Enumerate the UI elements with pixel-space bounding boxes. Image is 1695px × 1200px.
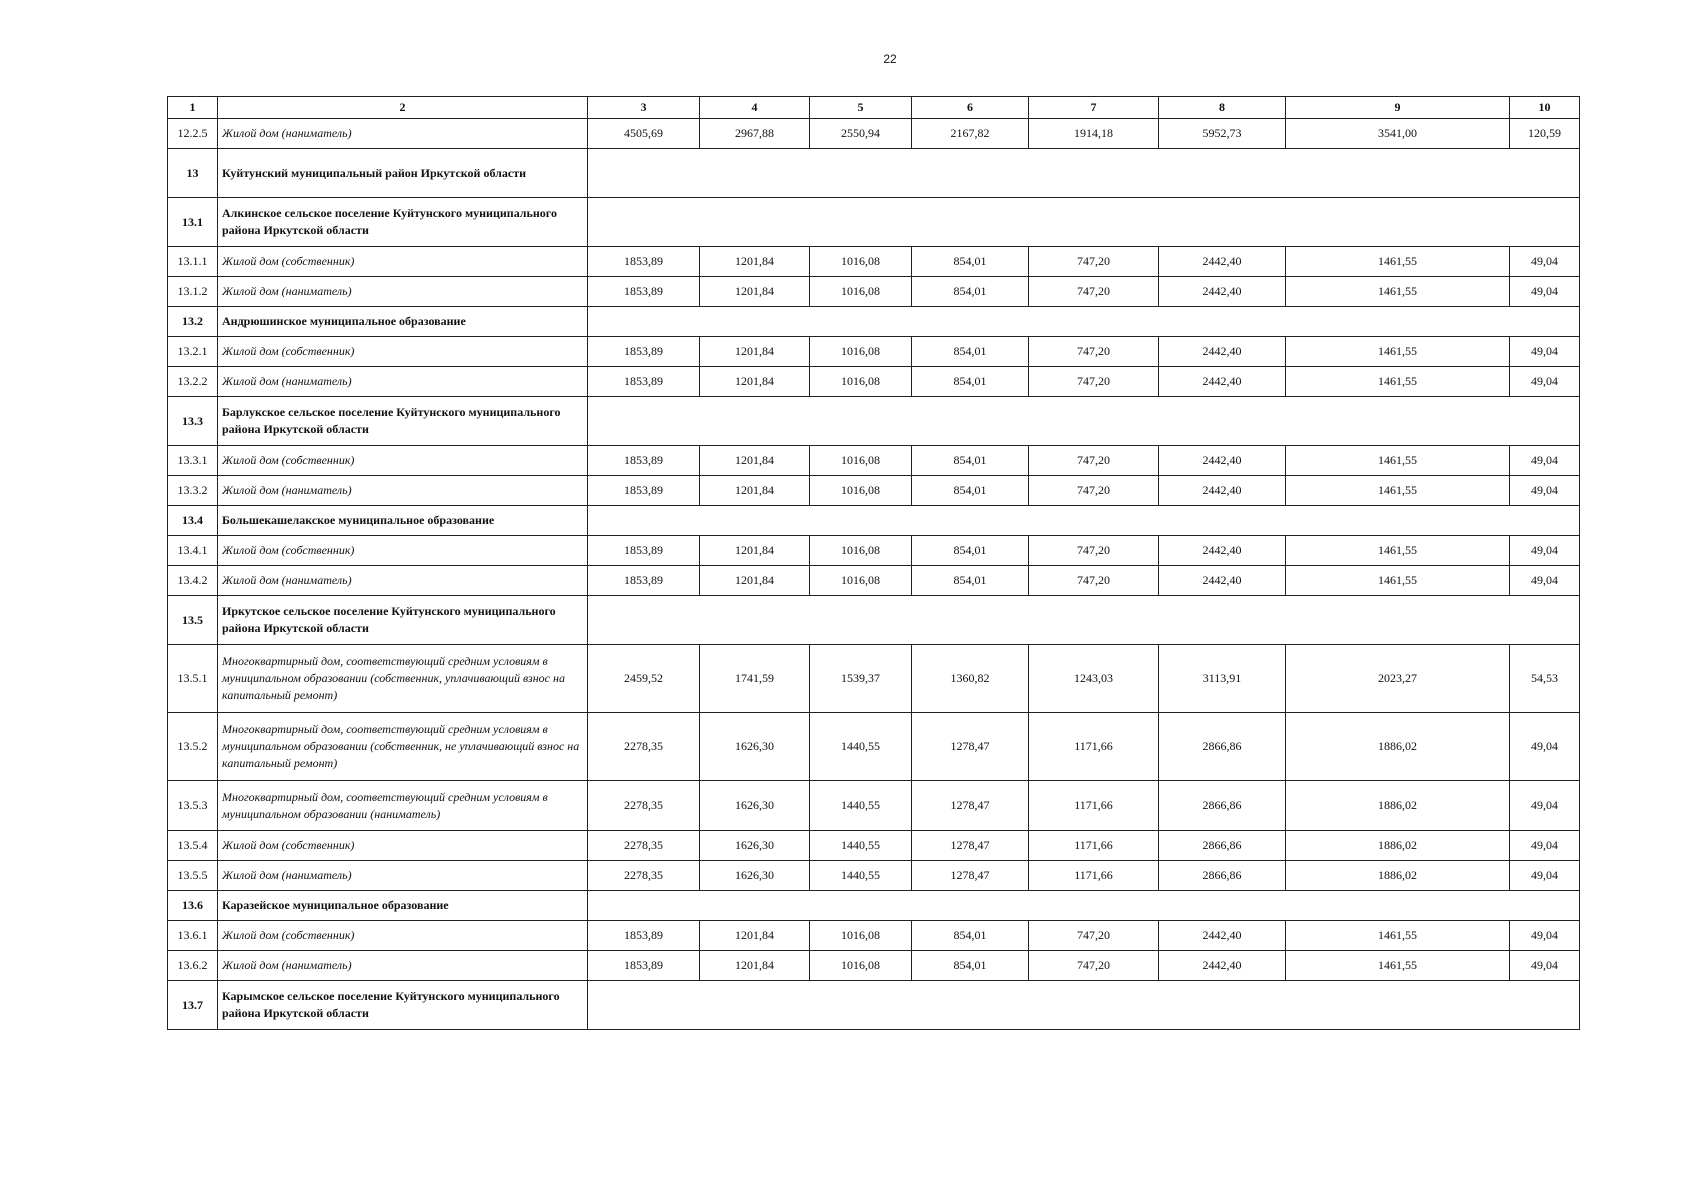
value-cell: 1201,84 (700, 566, 810, 596)
table-row (168, 247, 1580, 277)
value-cell: 1440,55 (810, 831, 912, 861)
value-cell: 1886,02 (1286, 713, 1510, 781)
value-cell: 1016,08 (810, 566, 912, 596)
row-name: Куйтунский муниципальный район Иркутской области (218, 149, 588, 198)
value-cell: 747,20 (1029, 277, 1159, 307)
value-cell: 49,04 (1510, 951, 1580, 981)
value-cell: 2866,86 (1159, 861, 1286, 891)
value-cell: 1539,37 (810, 645, 912, 713)
table-row (168, 645, 1580, 713)
row-code: 13.5.1 (168, 645, 218, 713)
value-cell: 1914,18 (1029, 119, 1159, 149)
value-cell: 1201,84 (700, 476, 810, 506)
row-code: 13.5.2 (168, 713, 218, 781)
value-cell: 1626,30 (700, 861, 810, 891)
value-cell: 2442,40 (1159, 921, 1286, 951)
value-cell: 1016,08 (810, 277, 912, 307)
subgroup-header-row (168, 506, 1580, 536)
row-code: 13.1.2 (168, 277, 218, 307)
value-cell: 1461,55 (1286, 951, 1510, 981)
value-cell: 49,04 (1510, 247, 1580, 277)
value-cell: 747,20 (1029, 536, 1159, 566)
value-cell: 854,01 (912, 367, 1029, 397)
value-cell: 854,01 (912, 536, 1029, 566)
subgroup-header-row (168, 891, 1580, 921)
value-cell: 120,59 (1510, 119, 1580, 149)
subgroup-header-row (168, 307, 1580, 337)
empty-span-cell (588, 981, 1580, 1030)
row-name: Андрюшинское муниципальное образование (218, 307, 588, 337)
value-cell: 49,04 (1510, 367, 1580, 397)
tariff-table (167, 96, 1580, 1030)
table-row (168, 951, 1580, 981)
row-code: 13.6.1 (168, 921, 218, 951)
row-code: 13.2 (168, 307, 218, 337)
value-cell: 747,20 (1029, 951, 1159, 981)
value-cell: 2442,40 (1159, 337, 1286, 367)
row-name: Большекашелакское муниципальное образование (218, 506, 588, 536)
table-row (168, 566, 1580, 596)
value-cell: 1201,84 (700, 446, 810, 476)
value-cell: 1360,82 (912, 645, 1029, 713)
row-code: 13.2.2 (168, 367, 218, 397)
value-cell: 1853,89 (588, 536, 700, 566)
value-cell: 854,01 (912, 337, 1029, 367)
row-name: Жилой дом (наниматель) (218, 951, 588, 981)
column-header: 8 (1159, 97, 1286, 119)
row-code: 13.5 (168, 596, 218, 645)
row-name: Жилой дом (наниматель) (218, 476, 588, 506)
row-code: 13.4.1 (168, 536, 218, 566)
value-cell: 747,20 (1029, 476, 1159, 506)
value-cell: 49,04 (1510, 921, 1580, 951)
value-cell: 1201,84 (700, 277, 810, 307)
empty-span-cell (588, 397, 1580, 446)
column-header-row (168, 97, 1580, 119)
value-cell: 1171,66 (1029, 861, 1159, 891)
column-header: 2 (218, 97, 588, 119)
value-cell: 49,04 (1510, 536, 1580, 566)
empty-span-cell (588, 891, 1580, 921)
value-cell: 1626,30 (700, 831, 810, 861)
value-cell: 1741,59 (700, 645, 810, 713)
value-cell: 1461,55 (1286, 277, 1510, 307)
empty-span-cell (588, 596, 1580, 645)
row-code: 13.3.1 (168, 446, 218, 476)
value-cell: 1853,89 (588, 566, 700, 596)
value-cell: 5952,73 (1159, 119, 1286, 149)
value-cell: 2550,94 (810, 119, 912, 149)
row-code: 13.1.1 (168, 247, 218, 277)
value-cell: 1440,55 (810, 781, 912, 831)
table-row (168, 713, 1580, 781)
column-header: 7 (1029, 97, 1159, 119)
value-cell: 747,20 (1029, 247, 1159, 277)
value-cell: 49,04 (1510, 713, 1580, 781)
column-header: 9 (1286, 97, 1510, 119)
value-cell: 1201,84 (700, 247, 810, 277)
value-cell: 1016,08 (810, 446, 912, 476)
value-cell: 2866,86 (1159, 831, 1286, 861)
value-cell: 1853,89 (588, 921, 700, 951)
value-cell: 1278,47 (912, 781, 1029, 831)
value-cell: 854,01 (912, 277, 1029, 307)
value-cell: 1886,02 (1286, 831, 1510, 861)
value-cell: 2442,40 (1159, 277, 1286, 307)
value-cell: 49,04 (1510, 831, 1580, 861)
value-cell: 747,20 (1029, 921, 1159, 951)
row-code: 13.3 (168, 397, 218, 446)
column-header: 5 (810, 97, 912, 119)
group-header-row (168, 149, 1580, 198)
value-cell: 1171,66 (1029, 781, 1159, 831)
value-cell: 2278,35 (588, 831, 700, 861)
row-name: Жилой дом (собственник) (218, 446, 588, 476)
empty-span-cell (588, 149, 1580, 198)
value-cell: 1461,55 (1286, 446, 1510, 476)
value-cell: 2278,35 (588, 861, 700, 891)
value-cell: 54,53 (1510, 645, 1580, 713)
value-cell: 1886,02 (1286, 861, 1510, 891)
row-code: 13.4.2 (168, 566, 218, 596)
subgroup-header-row (168, 981, 1580, 1030)
value-cell: 3113,91 (1159, 645, 1286, 713)
value-cell: 1016,08 (810, 337, 912, 367)
row-code: 13.2.1 (168, 337, 218, 367)
value-cell: 2442,40 (1159, 247, 1286, 277)
subgroup-header-row (168, 596, 1580, 645)
value-cell: 1201,84 (700, 951, 810, 981)
table-row (168, 337, 1580, 367)
row-code: 13.7 (168, 981, 218, 1030)
value-cell: 49,04 (1510, 446, 1580, 476)
row-name: Жилой дом (собственник) (218, 921, 588, 951)
value-cell: 2442,40 (1159, 446, 1286, 476)
row-name: Жилой дом (собственник) (218, 536, 588, 566)
row-code: 13 (168, 149, 218, 198)
value-cell: 1853,89 (588, 337, 700, 367)
table-row (168, 921, 1580, 951)
row-code: 13.5.5 (168, 861, 218, 891)
row-name: Жилой дом (собственник) (218, 337, 588, 367)
value-cell: 2442,40 (1159, 951, 1286, 981)
value-cell: 747,20 (1029, 367, 1159, 397)
row-name: Алкинское сельское поселение Куйтунского муниципального района Иркутской области (218, 198, 588, 247)
table-row (168, 277, 1580, 307)
value-cell: 1853,89 (588, 367, 700, 397)
value-cell: 4505,69 (588, 119, 700, 149)
row-code: 13.5.3 (168, 781, 218, 831)
value-cell: 854,01 (912, 566, 1029, 596)
table-row (168, 446, 1580, 476)
value-cell: 2442,40 (1159, 536, 1286, 566)
table-row (168, 367, 1580, 397)
value-cell: 1016,08 (810, 476, 912, 506)
value-cell: 49,04 (1510, 861, 1580, 891)
value-cell: 1201,84 (700, 536, 810, 566)
value-cell: 1461,55 (1286, 367, 1510, 397)
value-cell: 49,04 (1510, 566, 1580, 596)
empty-span-cell (588, 198, 1580, 247)
value-cell: 2866,86 (1159, 713, 1286, 781)
value-cell: 1016,08 (810, 536, 912, 566)
value-cell: 1853,89 (588, 951, 700, 981)
value-cell: 1626,30 (700, 713, 810, 781)
value-cell: 1278,47 (912, 713, 1029, 781)
value-cell: 1278,47 (912, 861, 1029, 891)
row-name: Жилой дом (наниматель) (218, 367, 588, 397)
row-code: 13.3.2 (168, 476, 218, 506)
empty-span-cell (588, 307, 1580, 337)
row-name: Каразейское муниципальное образование (218, 891, 588, 921)
value-cell: 1201,84 (700, 337, 810, 367)
column-header: 1 (168, 97, 218, 119)
row-code: 12.2.5 (168, 119, 218, 149)
row-code: 13.6.2 (168, 951, 218, 981)
table-row (168, 781, 1580, 831)
table-row (168, 119, 1580, 149)
value-cell: 747,20 (1029, 446, 1159, 476)
value-cell: 1243,03 (1029, 645, 1159, 713)
value-cell: 747,20 (1029, 566, 1159, 596)
value-cell: 1853,89 (588, 247, 700, 277)
value-cell: 747,20 (1029, 337, 1159, 367)
table-row (168, 476, 1580, 506)
row-name: Барлукское сельское поселение Куйтунского муниципального района Иркутской области (218, 397, 588, 446)
value-cell: 854,01 (912, 247, 1029, 277)
value-cell: 1440,55 (810, 861, 912, 891)
value-cell: 49,04 (1510, 277, 1580, 307)
value-cell: 854,01 (912, 446, 1029, 476)
table-row (168, 861, 1580, 891)
value-cell: 1461,55 (1286, 566, 1510, 596)
value-cell: 1853,89 (588, 476, 700, 506)
value-cell: 854,01 (912, 951, 1029, 981)
row-name: Жилой дом (наниматель) (218, 861, 588, 891)
value-cell: 49,04 (1510, 781, 1580, 831)
value-cell: 854,01 (912, 476, 1029, 506)
value-cell: 1016,08 (810, 951, 912, 981)
value-cell: 1016,08 (810, 367, 912, 397)
row-name: Жилой дом (собственник) (218, 831, 588, 861)
value-cell: 2278,35 (588, 781, 700, 831)
table-row (168, 831, 1580, 861)
value-cell: 1886,02 (1286, 781, 1510, 831)
value-cell: 1461,55 (1286, 921, 1510, 951)
column-header: 4 (700, 97, 810, 119)
subgroup-header-row (168, 397, 1580, 446)
value-cell: 2967,88 (700, 119, 810, 149)
subgroup-header-row (168, 198, 1580, 247)
value-cell: 1853,89 (588, 446, 700, 476)
row-code: 13.4 (168, 506, 218, 536)
value-cell: 49,04 (1510, 337, 1580, 367)
value-cell: 2442,40 (1159, 367, 1286, 397)
row-code: 13.5.4 (168, 831, 218, 861)
value-cell: 2442,40 (1159, 566, 1286, 596)
table-row (168, 536, 1580, 566)
value-cell: 1461,55 (1286, 247, 1510, 277)
row-name: Жилой дом (собственник) (218, 247, 588, 277)
row-code: 13.6 (168, 891, 218, 921)
table-body (168, 97, 1580, 1030)
value-cell: 1853,89 (588, 277, 700, 307)
value-cell: 3541,00 (1286, 119, 1510, 149)
value-cell: 1461,55 (1286, 337, 1510, 367)
value-cell: 2023,27 (1286, 645, 1510, 713)
value-cell: 2167,82 (912, 119, 1029, 149)
column-header: 6 (912, 97, 1029, 119)
value-cell: 1171,66 (1029, 831, 1159, 861)
row-name: Жилой дом (наниматель) (218, 119, 588, 149)
page-number: 22 (883, 52, 897, 66)
value-cell: 2866,86 (1159, 781, 1286, 831)
row-name: Жилой дом (наниматель) (218, 566, 588, 596)
column-header: 3 (588, 97, 700, 119)
value-cell: 2278,35 (588, 713, 700, 781)
row-name: Многоквартирный дом, соответствующий средним условиям в муниципальном образовании (собственник, уплачивающий взнос на капитальный ремонт) (218, 645, 588, 713)
value-cell: 1201,84 (700, 367, 810, 397)
value-cell: 1171,66 (1029, 713, 1159, 781)
value-cell: 2442,40 (1159, 476, 1286, 506)
value-cell: 1626,30 (700, 781, 810, 831)
column-header: 10 (1510, 97, 1580, 119)
row-name: Карымское сельское поселение Куйтунского муниципального района Иркутской области (218, 981, 588, 1030)
row-name: Жилой дом (наниматель) (218, 277, 588, 307)
value-cell: 1201,84 (700, 921, 810, 951)
value-cell: 1016,08 (810, 921, 912, 951)
empty-span-cell (588, 506, 1580, 536)
row-name: Многоквартирный дом, соответствующий средним условиям в муниципальном образовании (собственник, не уплачивающий взнос на капитальный ремонт) (218, 713, 588, 781)
value-cell: 1440,55 (810, 713, 912, 781)
value-cell: 854,01 (912, 921, 1029, 951)
row-name: Иркутское сельское поселение Куйтунского муниципального района Иркутской области (218, 596, 588, 645)
row-code: 13.1 (168, 198, 218, 247)
value-cell: 2459,52 (588, 645, 700, 713)
value-cell: 1461,55 (1286, 536, 1510, 566)
value-cell: 1278,47 (912, 831, 1029, 861)
value-cell: 49,04 (1510, 476, 1580, 506)
value-cell: 1016,08 (810, 247, 912, 277)
row-name: Многоквартирный дом, соответствующий средним условиям в муниципальном образовании (наниматель) (218, 781, 588, 831)
value-cell: 1461,55 (1286, 476, 1510, 506)
